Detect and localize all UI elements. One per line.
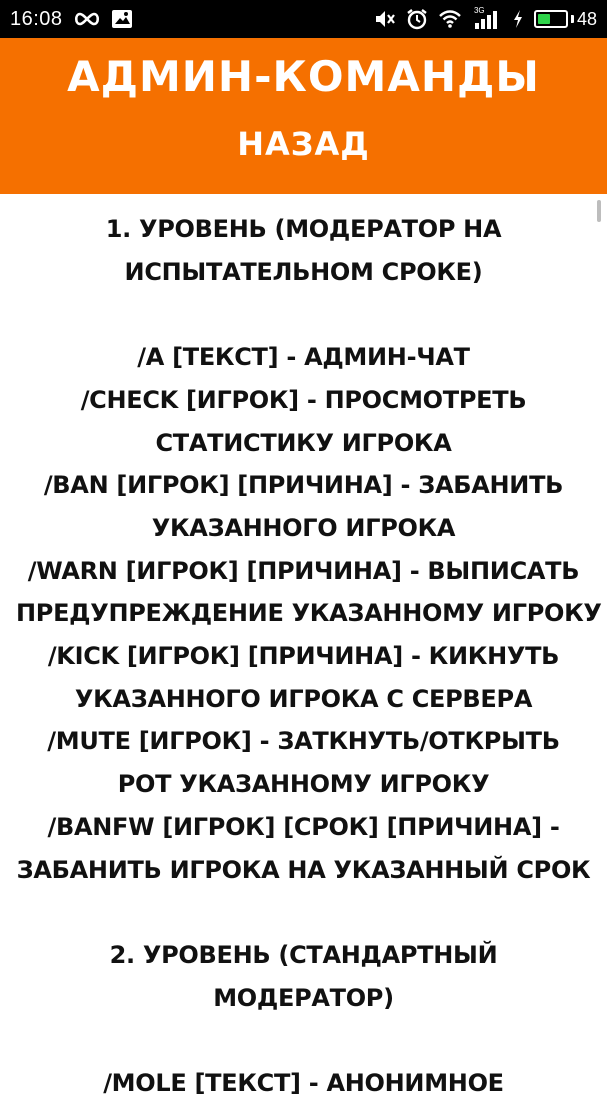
status-bar: [0, 0, 607, 38]
command-line: СТАТИСТИКУ ИГРОКА: [155, 428, 452, 457]
command-line: /WARN [ИГРОК] [ПРИЧИНА] - ВЫПИСАТЬ: [27, 556, 580, 585]
infinity-icon: [73, 11, 101, 27]
network-badge: 3G: [473, 6, 485, 15]
charging-icon: [512, 9, 524, 29]
scrollbar[interactable]: [597, 200, 601, 222]
status-bar-right: [374, 8, 597, 30]
command-line: /BANFW [ИГРОК] [СРОК] [ПРИЧИНА] -: [47, 812, 560, 841]
command-line: /KICK [ИГРОК] [ПРИЧИНА] - КИКНУТЬ: [47, 642, 560, 671]
command-line: РОТ УКАЗАННОМУ ИГРОКУ: [117, 770, 490, 799]
notification-image-icon: [111, 9, 133, 29]
mute-icon: [374, 9, 396, 29]
signal-icon: [472, 8, 502, 30]
header-bar: [0, 38, 607, 194]
blank-line: [16, 293, 591, 336]
command-line: 1. УРОВЕНЬ (МОДЕРАТОР НА: [105, 215, 502, 243]
alarm-icon: [406, 8, 428, 30]
battery-fill: [538, 14, 550, 24]
command-line: УКАЗАННОГО ИГРОКА: [151, 513, 456, 542]
command-line: /MUTE [ИГРОК] - ЗАТКНУТЬ/ОТКРЫТЬ: [47, 727, 560, 756]
command-line: /CHECK [ИГРОК] - ПРОСМОТРЕТЬ: [80, 385, 527, 414]
command-line: /A [ТЕКСТ] - АДМИН-ЧАТ: [137, 343, 470, 372]
battery-indicator: [534, 9, 597, 30]
status-bar-left: [10, 8, 133, 31]
command-line: УКАЗАННОГО ИГРОКА С СЕРВЕРА: [74, 684, 533, 713]
blank-line: [16, 1019, 591, 1062]
blank-line: [16, 891, 591, 934]
command-line: ЗАБАНИТЬ ИГРОКА НА УКАЗАННЫЙ СРОК: [16, 855, 591, 884]
command-line: МОДЕРАТОР): [213, 983, 394, 1012]
command-line: /MOLE [ТЕКСТ] - АНОНИМНОЕ: [103, 1069, 504, 1098]
battery-tip: [571, 15, 574, 23]
back-button[interactable]: НАЗАД: [237, 125, 370, 163]
status-time: 16:08: [10, 7, 63, 30]
command-line: /BAN [ИГРОК] [ПРИЧИНА] - ЗАБАНИТЬ: [43, 471, 564, 500]
battery-icon: [534, 10, 568, 28]
battery-percent: 48: [576, 8, 597, 29]
command-line: ПРЕДУПРЕЖДЕНИЕ УКАЗАННОМУ ИГРОКУ: [16, 599, 602, 628]
commands-content[interactable]: [0, 194, 607, 1098]
command-line: ИСПЫТАТЕЛЬНОМ СРОКЕ): [124, 257, 483, 286]
page-title: АДМИН-КОМАНДЫ: [67, 52, 540, 101]
command-line: 2. УРОВЕНЬ (СТАНДАРТНЫЙ: [109, 940, 498, 969]
wifi-icon: [438, 9, 462, 29]
commands-text: [0, 194, 607, 1105]
